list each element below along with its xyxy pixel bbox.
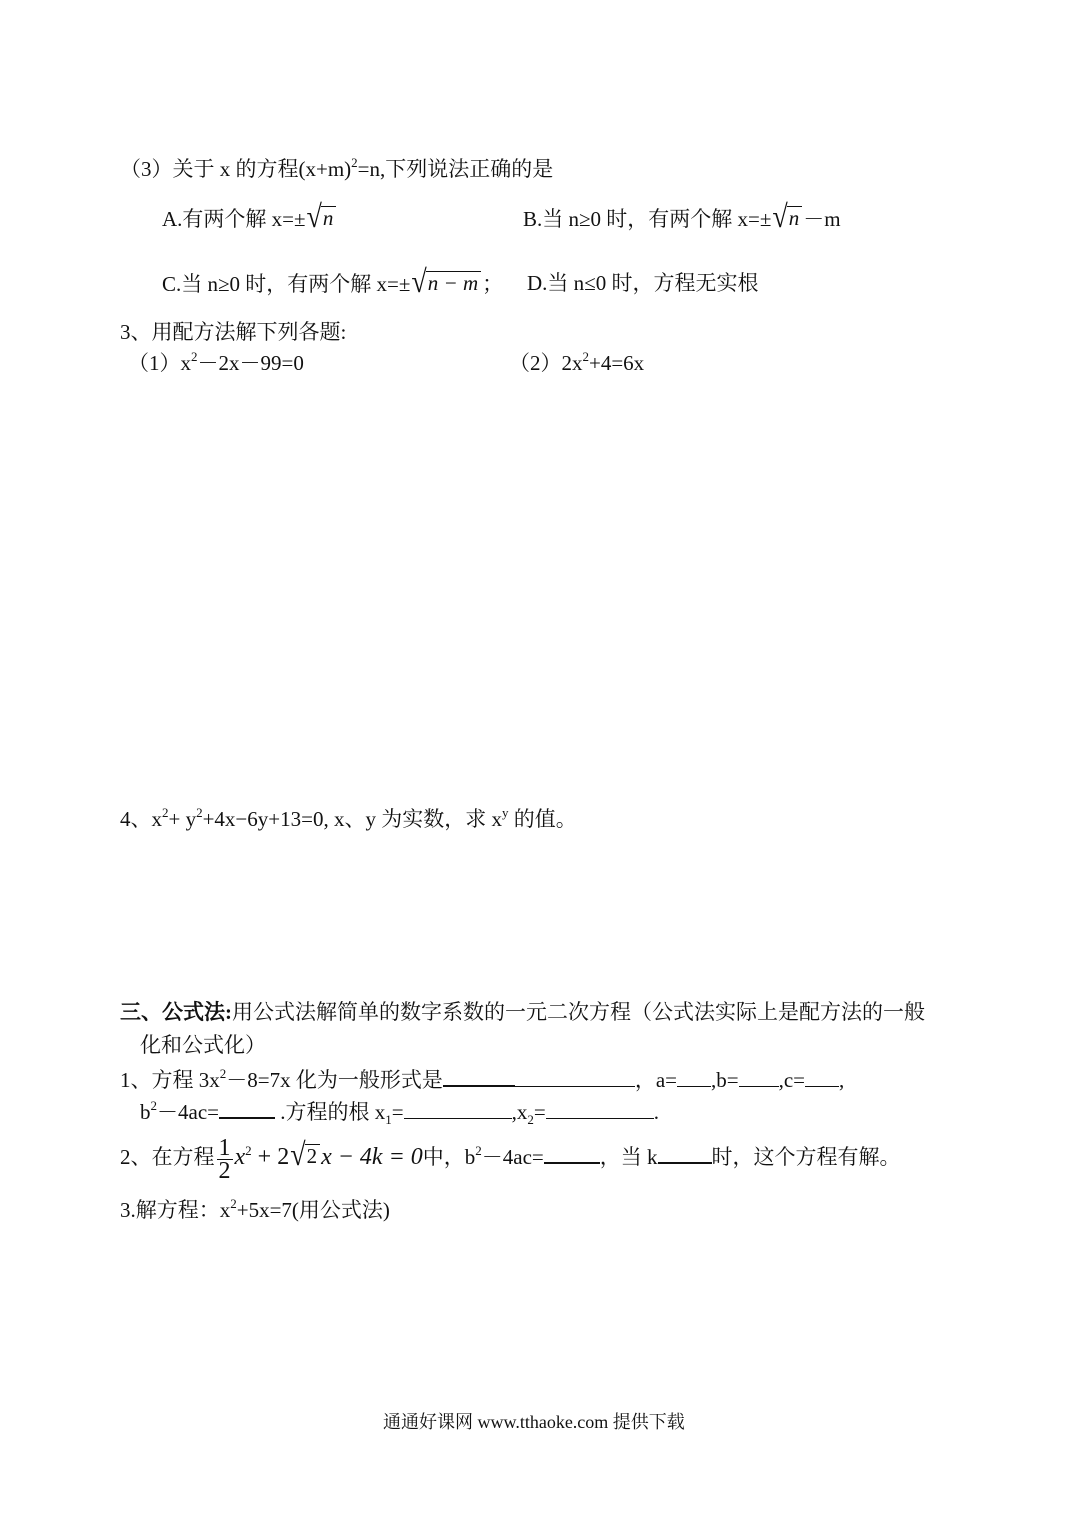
- blank-x2[interactable]: [546, 1100, 654, 1119]
- p3-title: 3、用配方法解下列各题:: [120, 320, 347, 344]
- q3-stem: （3）关于 x 的方程$(x+m)^2=n$,下列说法正确的是: [120, 155, 554, 181]
- page-footer: 通通好课网 www.tthaoke.com 提供下载: [383, 1412, 685, 1432]
- q3-option-b: B.当 n≥0 时，有两个解 x=± √ n －m: [523, 199, 841, 236]
- q3-option-d: D.当 n≤0 时，方程无实根: [527, 271, 759, 295]
- f3: 3.解方程：$x^2+5x=7$(用公式法): [120, 1196, 390, 1222]
- blank-k-condition[interactable]: [658, 1144, 712, 1164]
- blank-discriminant-2[interactable]: [544, 1144, 600, 1164]
- sqrt-two: √ 2: [290, 1143, 320, 1169]
- blank-discriminant[interactable]: [219, 1099, 275, 1119]
- section3-heading: 三、公式法:: [120, 1000, 232, 1024]
- f1-line1: 1、方程 $3x^2-8=7x$ 化为一般形式是 ，a= ,b= ,c= ,: [120, 1066, 845, 1092]
- section3-intro-cont: 化和公式化）: [140, 1033, 266, 1057]
- f2: 2、在方程 $\frac{1}{2}$ $x^2 + 2$ √ 2 x − 4k = 0中，$b^2-4ac=$ ，当 k 时，这个方程有解。: [120, 1134, 901, 1184]
- sqrt-n-minus-m: √ n − m: [411, 270, 481, 296]
- blank-general-form-b[interactable]: [515, 1068, 635, 1087]
- section3-intro: 三、公式法:用公式法解简单的数字系数的一元二次方程（公式法实际上是配方法的一般: [120, 1000, 925, 1024]
- p3-sub1: $(1)x^2-2x-99=0$: [128, 349, 304, 375]
- p3-sub2: $(2)2x^2+4=6x$: [509, 349, 645, 375]
- q3-option-c: C.当 n≥0 时，有两个解 x=± √ n − m ；: [162, 264, 504, 301]
- blank-c[interactable]: [805, 1068, 839, 1087]
- sqrt-n: √ n: [772, 205, 802, 231]
- sqrt-n: √ n: [307, 205, 337, 231]
- blank-general-form-a[interactable]: [443, 1067, 515, 1087]
- q3-option-a: A.有两个解 x=± √ n: [162, 205, 337, 232]
- blank-b[interactable]: [739, 1068, 779, 1087]
- f1-line2: $b^2-4ac=$ .方程的根 $x_1= ,x_2=$ .: [140, 1098, 659, 1128]
- fraction-one-half: $\frac{1}{2}$: [218, 1134, 231, 1184]
- p4: 4、$x^2+ y^2+4x-6y+13=0$, x、y 为实数，求 $x^y$ 的值。: [120, 805, 577, 831]
- blank-x1[interactable]: [404, 1100, 512, 1119]
- blank-a[interactable]: [677, 1068, 711, 1087]
